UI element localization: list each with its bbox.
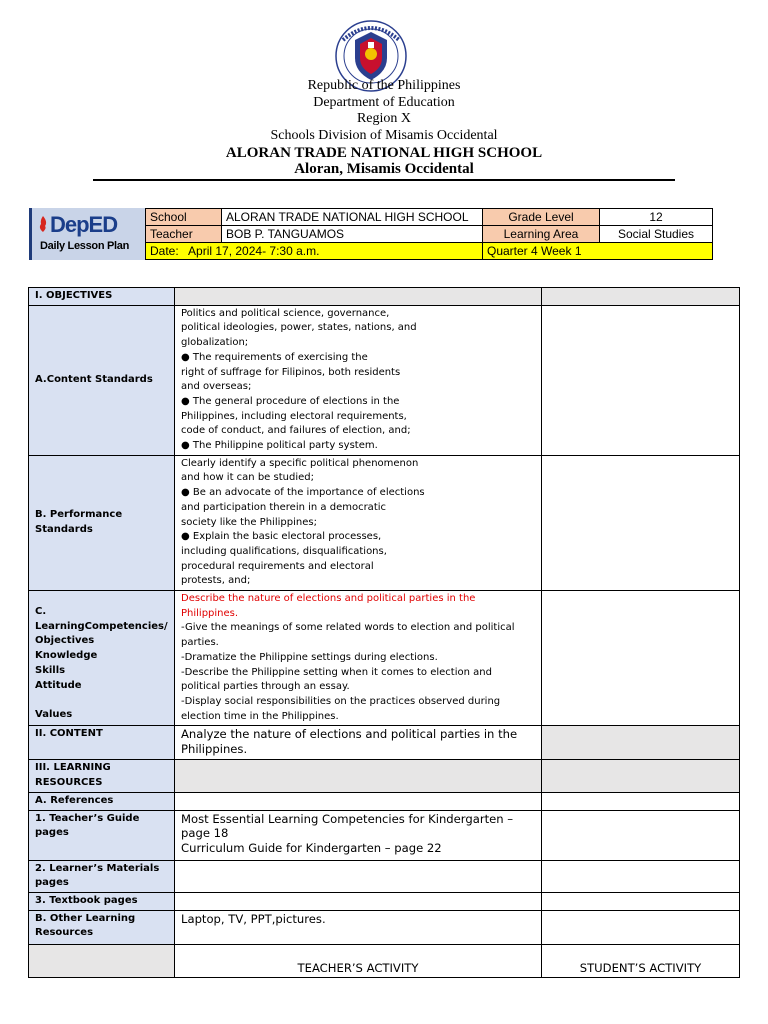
header-line-republic: Republic of the Philippines [307, 78, 461, 93]
header-line-department: Department of Education [313, 95, 455, 110]
deped-logo-block [29, 208, 148, 260]
textbook-pages-label: 3. Textbook pages [29, 892, 175, 910]
header-school-name: ALORAN TRADE NATIONAL HIGH SCHOOL [225, 145, 543, 161]
header-divider [93, 179, 675, 181]
teachers-guide-text: Most Essential Learning Competencies for Kindergarten – page 18 Curriculum Guide for Kindergarten – page 22 [175, 810, 542, 860]
school-label: School [146, 209, 222, 226]
content-standards-label: A.Content Standards [29, 305, 175, 455]
performance-standards-label: B. Performance Standards [29, 455, 175, 590]
learners-materials-label: 2. Learner’s Materials pages [29, 860, 175, 892]
competencies-main-objective: Describe the nature of elections and political parties in the [181, 593, 476, 605]
content-standards-text: Politics and political science, governance, political ideologies, power, states, nations, and globalization; ● The requirements of exercising the right of suffrage for Filipinos, both residents and overseas; ● The general procedure of elections in the Philippines, including electoral requirements, code of conduct, and failures of election, and; ● The Philippine political party system. [175, 305, 542, 455]
date-value: Date: April 17, 2024- 7:30 a.m. [146, 243, 483, 260]
teacher-activity-heading: TEACHER’S ACTIVITY [175, 944, 542, 977]
learning-area-label: Learning Area [483, 226, 600, 243]
school-value: ALORAN TRADE NATIONAL HIGH SCHOOL [222, 209, 483, 226]
learning-area-value: Social Studies [600, 226, 713, 243]
header-line-division: Schools Division of Misamis Occidental [270, 128, 498, 143]
content-text: Analyze the nature of elections and political parties in the Philippines. [175, 726, 542, 760]
lesson-plan-table [28, 287, 740, 978]
grade-level-label: Grade Level [483, 209, 600, 226]
student-activity-heading: STUDENT’S ACTIVITY [542, 944, 740, 977]
dlp-subtitle: Daily Lesson Plan [40, 240, 130, 252]
lesson-info-table [145, 208, 713, 260]
references-label: A. References [29, 792, 175, 810]
competencies-text: Describe the nature of elections and political parties in the Philippines. -Give the meanings of some related words to election and political parties. -Dramatize the Philippine settings during elections. -Describe the Philippine setting when it comes to election and political parties through an essay. -Display social responsibilities on the practices observed during election time in the Philippines. [175, 591, 542, 726]
header-school-address: Aloran, Misamis Occidental [294, 161, 474, 177]
deped-brand: DepED [50, 212, 118, 237]
quarter-value: Quarter 4 Week 1 [483, 243, 713, 260]
header-line-region: Region X [356, 111, 412, 126]
teacher-value: BOB P. TANGUAMOS [222, 226, 483, 243]
performance-standards-text: Clearly identify a specific political phenomenon and how it can be studied; ● Be an advocate of the importance of elections and participation therein in a democratic society like the Philippines; ● Explain the basic electoral processes, including qualifications, disqualifications, procedural requirements and electoral protests, and; [175, 455, 542, 590]
objectives-heading: I. OBJECTIVES [29, 288, 175, 306]
teacher-label: Teacher [146, 226, 222, 243]
competencies-label: C. LearningCompetencies/ Objectives Knowledge Skills Attitude Values [29, 591, 175, 726]
learning-resources-label: III. LEARNING RESOURCES [29, 760, 175, 792]
other-resources-label: B. Other Learning Resources [29, 910, 175, 944]
other-resources-text: Laptop, TV, PPT,pictures. [175, 910, 542, 944]
grade-level-value: 12 [600, 209, 713, 226]
content-label: II. CONTENT [29, 726, 175, 760]
teachers-guide-label: 1. Teacher’s Guide pages [29, 810, 175, 860]
flame-icon [38, 216, 48, 232]
